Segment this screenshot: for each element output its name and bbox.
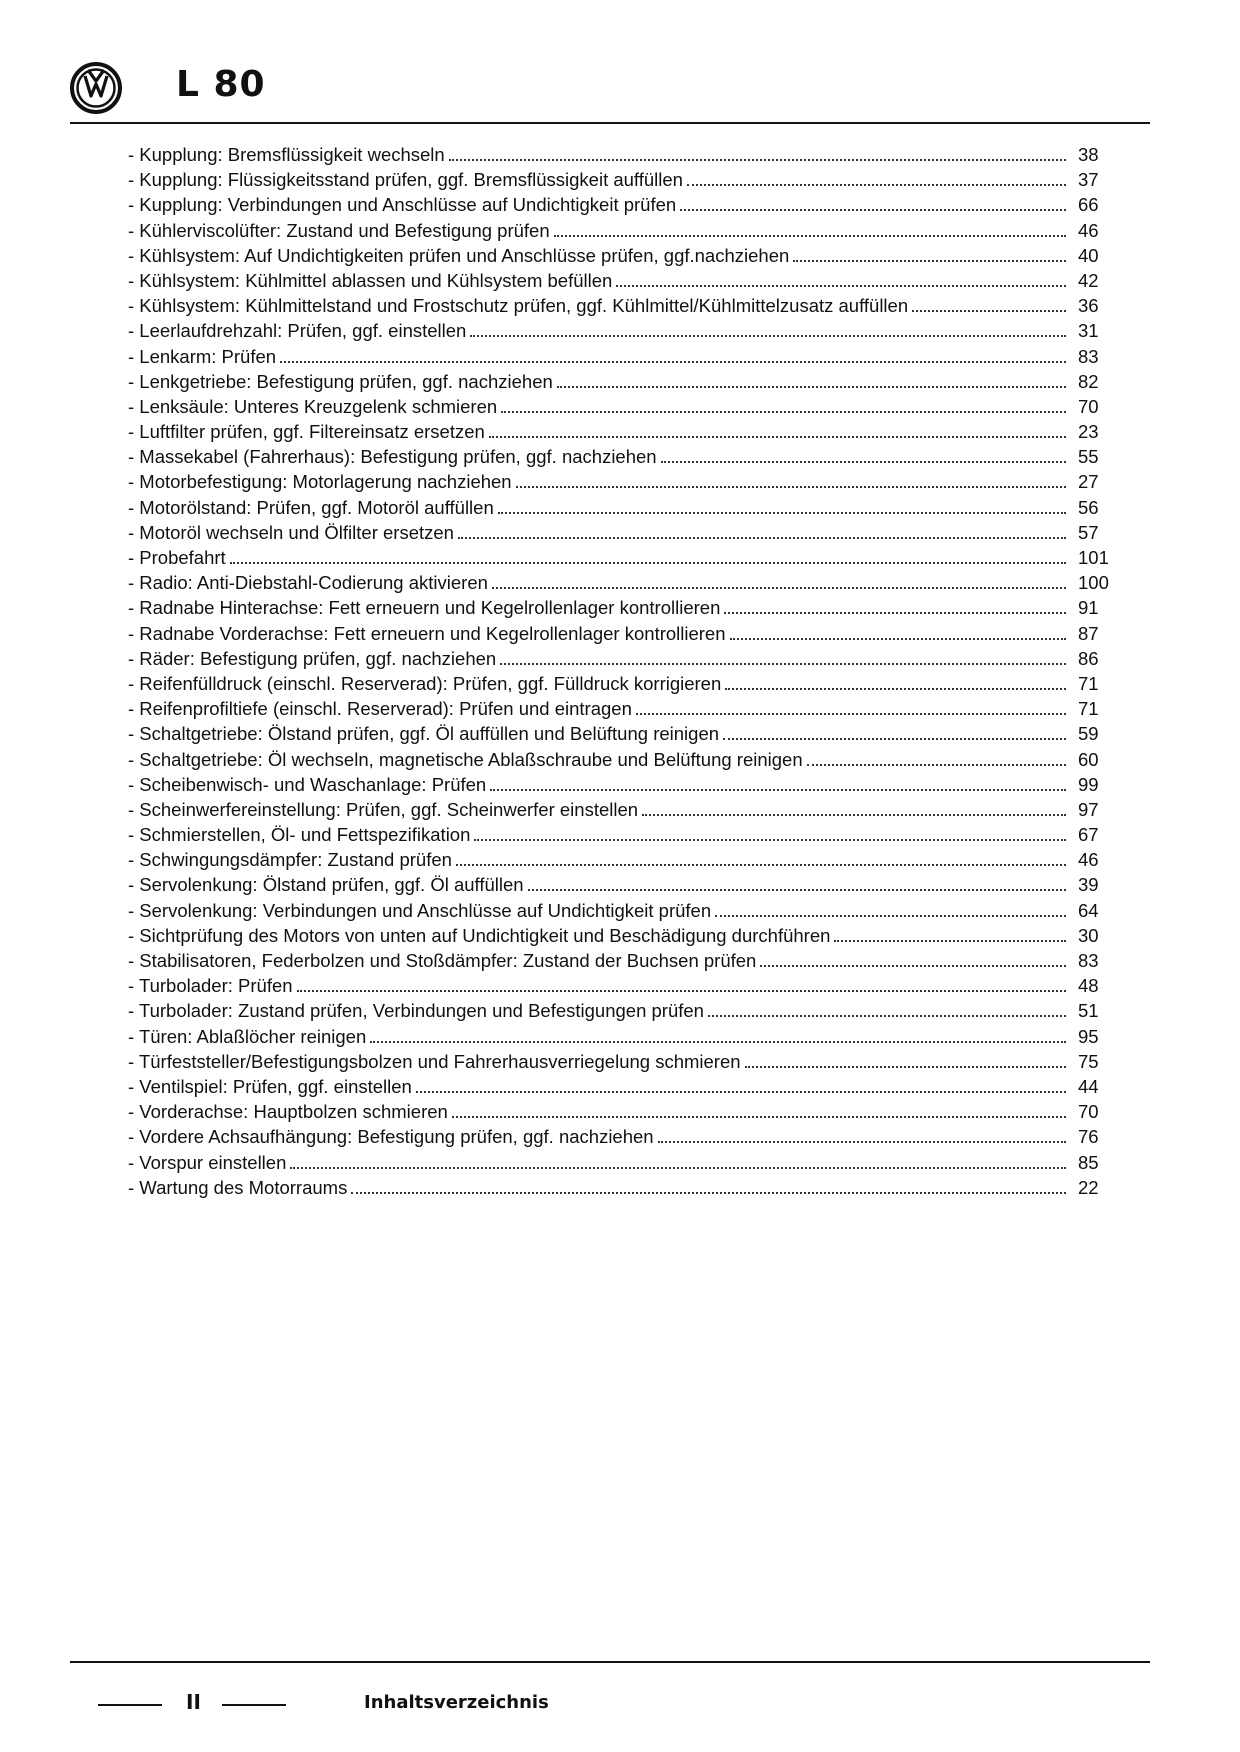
toc-entry-page: 76 bbox=[1078, 1126, 1099, 1148]
toc-dot-leader bbox=[680, 209, 1066, 211]
toc-entry bbox=[128, 998, 1128, 1023]
toc-dot-leader bbox=[636, 713, 1066, 715]
toc-entry bbox=[128, 192, 1128, 217]
toc-entry bbox=[128, 721, 1128, 746]
toc-dot-leader bbox=[500, 663, 1066, 665]
footer-divider bbox=[70, 1661, 1150, 1663]
toc-entry-page: 55 bbox=[1078, 446, 1099, 468]
toc-entry bbox=[128, 822, 1128, 847]
toc-dot-leader bbox=[501, 411, 1066, 413]
toc-entry-page: 40 bbox=[1078, 244, 1099, 266]
toc-entry bbox=[128, 142, 1128, 167]
toc-dot-leader bbox=[290, 1167, 1066, 1169]
toc-entry-title: - Wartung des Motorraums bbox=[128, 1176, 348, 1198]
toc-entry bbox=[128, 973, 1128, 998]
toc-entry-title: - Ventilspiel: Prüfen, ggf. einstellen bbox=[128, 1075, 412, 1097]
toc-entry-title: - Turbolader: Zustand prüfen, Verbindungen und Befestigungen prüfen bbox=[128, 1000, 704, 1022]
toc-entry-title: - Reifenfülldruck (einschl. Reserverad): Prüfen, ggf. Fülldruck korrigieren bbox=[128, 672, 722, 694]
vw-logo-icon bbox=[70, 62, 122, 114]
toc-dot-leader bbox=[458, 537, 1066, 539]
toc-dot-leader bbox=[528, 889, 1066, 891]
toc-entry bbox=[128, 898, 1128, 923]
toc-entry bbox=[128, 469, 1128, 494]
toc-dot-leader bbox=[416, 1091, 1066, 1093]
toc-entry-page: 60 bbox=[1078, 748, 1099, 770]
toc-entry bbox=[128, 394, 1128, 419]
toc-entry bbox=[128, 872, 1128, 897]
toc-dot-leader bbox=[642, 814, 1066, 816]
toc-dot-leader bbox=[557, 386, 1066, 388]
toc-entry-title: - Lenkarm: Prüfen bbox=[128, 345, 277, 367]
toc-entry-page: 82 bbox=[1078, 370, 1099, 392]
toc-entry-title: - Sichtprüfung des Motors von unten auf Undichtigkeit und Beschädigung durchführen bbox=[128, 924, 831, 946]
toc-dot-leader bbox=[492, 587, 1066, 589]
toc-entry bbox=[128, 243, 1128, 268]
toc-entry-title: - Stabilisatoren, Federbolzen und Stoßdämpfer: Zustand der Buchsen prüfen bbox=[128, 950, 757, 971]
toc-entry bbox=[128, 1099, 1128, 1124]
toc-entry-page: 23 bbox=[1078, 421, 1099, 443]
toc-entry-page: 48 bbox=[1078, 975, 1099, 997]
toc-entry bbox=[128, 1124, 1128, 1149]
toc-entry-page: 31 bbox=[1078, 320, 1099, 342]
page-footer bbox=[98, 1690, 798, 1720]
toc-entry bbox=[128, 545, 1128, 570]
toc-entry bbox=[128, 1049, 1128, 1074]
toc-entry-title: - Vorderachse: Hauptbolzen schmieren bbox=[128, 1101, 448, 1123]
toc-entry-title: - Kühlerviscolüfter: Zustand und Befestigung prüfen bbox=[128, 219, 550, 241]
toc-entry-page: 83 bbox=[1078, 950, 1099, 971]
toc-entry-page: 42 bbox=[1078, 269, 1099, 291]
toc-entry-title: - Kühlsystem: Auf Undichtigkeiten prüfen und Anschlüsse prüfen, ggf.nachziehen bbox=[128, 244, 790, 266]
toc-entry-page: 66 bbox=[1078, 194, 1099, 216]
toc-entry-page: 67 bbox=[1078, 824, 1099, 846]
toc-entry-page: 27 bbox=[1078, 471, 1099, 493]
toc-entry bbox=[128, 696, 1128, 721]
toc-dot-leader bbox=[498, 512, 1066, 514]
toc-entry-title: - Schmierstellen, Öl- und Fettspezifikation bbox=[128, 824, 471, 846]
toc-entry-title: - Scheibenwisch- und Waschanlage: Prüfen bbox=[128, 773, 487, 795]
toc-entry-page: 37 bbox=[1078, 169, 1099, 191]
toc-dot-leader bbox=[708, 1015, 1066, 1017]
toc-entry-title: - Probefahrt bbox=[128, 547, 226, 568]
toc-entry bbox=[128, 772, 1128, 797]
toc-entry bbox=[128, 167, 1128, 192]
toc-entry-page: 71 bbox=[1078, 672, 1099, 694]
footer-section-title: Inhaltsverzeichnis bbox=[364, 1692, 549, 1713]
toc-entry-page: 95 bbox=[1078, 1025, 1099, 1047]
toc-entry-title: - Lenksäule: Unteres Kreuzgelenk schmieren bbox=[128, 395, 498, 417]
toc-entry-page: 46 bbox=[1078, 849, 1099, 871]
toc-entry-page: 75 bbox=[1078, 1050, 1099, 1072]
toc-entry-page: 36 bbox=[1078, 295, 1099, 317]
toc-entry-page: 86 bbox=[1078, 647, 1099, 669]
toc-entry-title: - Türen: Ablaßlöcher reinigen bbox=[128, 1025, 367, 1047]
toc-entry-title: - Radnabe Vorderachse: Fett erneuern und Kegelrollenlager kontrollieren bbox=[128, 622, 726, 644]
toc-dot-leader bbox=[715, 915, 1066, 917]
toc-entry bbox=[128, 570, 1128, 595]
toc-dot-leader bbox=[723, 738, 1066, 740]
toc-entry-page: 97 bbox=[1078, 798, 1099, 820]
toc-entry-page: 30 bbox=[1078, 924, 1099, 946]
toc-dot-leader bbox=[452, 1116, 1066, 1118]
footer-dash-right bbox=[222, 1704, 286, 1706]
toc-entry bbox=[128, 419, 1128, 444]
toc-entry-title: - Räder: Befestigung prüfen, ggf. nachziehen bbox=[128, 647, 497, 669]
toc-entry-page: 91 bbox=[1078, 597, 1099, 619]
toc-dot-leader bbox=[661, 461, 1066, 463]
toc-entry bbox=[128, 444, 1128, 469]
toc-dot-leader bbox=[470, 335, 1066, 337]
toc-entry-page: 83 bbox=[1078, 345, 1099, 367]
toc-entry-title: - Lenkgetriebe: Befestigung prüfen, ggf. nachziehen bbox=[128, 370, 553, 392]
toc-entry-title: - Türfeststeller/Befestigungsbolzen und Fahrerhausverriegelung schmieren bbox=[128, 1050, 741, 1072]
footer-page-number: II bbox=[186, 1690, 201, 1714]
toc-dot-leader bbox=[370, 1041, 1066, 1043]
toc-entry-title: - Motorbefestigung: Motorlagerung nachziehen bbox=[128, 471, 512, 493]
toc-entry-page: 70 bbox=[1078, 1101, 1099, 1123]
footer-dash-left bbox=[98, 1704, 162, 1706]
toc-entry-title: - Schaltgetriebe: Öl wechseln, magnetische Ablaßschraube und Belüftung reinigen bbox=[128, 748, 803, 770]
toc-entry bbox=[128, 646, 1128, 671]
table-of-contents bbox=[128, 142, 1128, 1200]
toc-dot-leader bbox=[760, 965, 1066, 967]
toc-entry-title: - Servolenkung: Ölstand prüfen, ggf. Öl auffüllen bbox=[128, 874, 524, 896]
toc-entry bbox=[128, 318, 1128, 343]
toc-dot-leader bbox=[449, 159, 1066, 161]
toc-entry bbox=[128, 1150, 1128, 1175]
toc-entry-page: 56 bbox=[1078, 496, 1099, 518]
toc-dot-leader bbox=[730, 638, 1066, 640]
toc-entry-title: - Leerlaufdrehzahl: Prüfen, ggf. einstellen bbox=[128, 320, 467, 342]
toc-dot-leader bbox=[725, 688, 1066, 690]
toc-entry bbox=[128, 1024, 1128, 1049]
toc-dot-leader bbox=[745, 1066, 1066, 1068]
toc-entry-title: - Schwingungsdämpfer: Zustand prüfen bbox=[128, 849, 452, 871]
toc-dot-leader bbox=[912, 310, 1066, 312]
toc-dot-leader bbox=[834, 940, 1066, 942]
toc-entry-page: 44 bbox=[1078, 1075, 1099, 1097]
toc-entry-title: - Radio: Anti-Diebstahl-Codierung aktivieren bbox=[128, 572, 488, 594]
toc-entry-title: - Reifenprofiltiefe (einschl. Reserverad): Prüfen und eintragen bbox=[128, 698, 632, 720]
toc-entry-page: 51 bbox=[1078, 1000, 1099, 1022]
toc-entry bbox=[128, 923, 1128, 948]
toc-entry bbox=[128, 1175, 1128, 1200]
toc-entry-title: - Luftfilter prüfen, ggf. Filtereinsatz ersetzen bbox=[128, 421, 485, 443]
toc-entry bbox=[128, 344, 1128, 369]
header-divider bbox=[70, 122, 1150, 124]
toc-dot-leader bbox=[489, 436, 1066, 438]
toc-dot-leader bbox=[297, 990, 1066, 992]
toc-entry bbox=[128, 520, 1128, 545]
toc-entry-page: 59 bbox=[1078, 723, 1099, 745]
toc-entry-page: 100 bbox=[1078, 572, 1109, 594]
toc-entry-title: - Kupplung: Bremsflüssigkeit wechseln bbox=[128, 144, 445, 165]
toc-dot-leader bbox=[474, 839, 1066, 841]
toc-dot-leader bbox=[724, 612, 1066, 614]
toc-entry bbox=[128, 495, 1128, 520]
toc-entry-title: - Kühlsystem: Kühlmittelstand und Frostschutz prüfen, ggf. Kühlmittel/Kühlmittelzusatz auffüllen bbox=[128, 295, 909, 317]
toc-entry bbox=[128, 595, 1128, 620]
toc-entry-page: 101 bbox=[1078, 547, 1109, 568]
toc-entry bbox=[128, 621, 1128, 646]
toc-entry-page: 85 bbox=[1078, 1151, 1099, 1173]
toc-dot-leader bbox=[516, 486, 1066, 488]
toc-dot-leader bbox=[230, 562, 1066, 564]
toc-dot-leader bbox=[616, 285, 1066, 287]
toc-entry-page: 38 bbox=[1078, 144, 1099, 165]
toc-entry bbox=[128, 671, 1128, 696]
toc-entry-title: - Turbolader: Prüfen bbox=[128, 975, 293, 997]
toc-entry bbox=[128, 948, 1128, 973]
toc-entry bbox=[128, 369, 1128, 394]
toc-dot-leader bbox=[456, 864, 1066, 866]
toc-entry-page: 64 bbox=[1078, 899, 1099, 921]
toc-entry-page: 99 bbox=[1078, 773, 1099, 795]
toc-dot-leader bbox=[793, 260, 1066, 262]
toc-entry-title: - Radnabe Hinterachse: Fett erneuern und Kegelrollenlager kontrollieren bbox=[128, 597, 721, 619]
toc-entry bbox=[128, 268, 1128, 293]
toc-entry-title: - Motorölstand: Prüfen, ggf. Motoröl auffüllen bbox=[128, 496, 494, 518]
toc-entry-title: - Motoröl wechseln und Ölfilter ersetzen bbox=[128, 521, 454, 543]
toc-entry-title: - Kupplung: Verbindungen und Anschlüsse auf Undichtigkeit prüfen bbox=[128, 194, 677, 216]
toc-dot-leader bbox=[351, 1192, 1066, 1194]
toc-entry-title: - Vorspur einstellen bbox=[128, 1151, 287, 1173]
toc-entry bbox=[128, 747, 1128, 772]
toc-dot-leader bbox=[490, 789, 1066, 791]
toc-entry-page: 87 bbox=[1078, 622, 1099, 644]
toc-entry-title: - Servolenkung: Verbindungen und Anschlüsse auf Undichtigkeit prüfen bbox=[128, 899, 712, 921]
toc-entry bbox=[128, 293, 1128, 318]
toc-entry-page: 70 bbox=[1078, 395, 1099, 417]
page-header bbox=[70, 58, 1150, 120]
toc-entry-page: 39 bbox=[1078, 874, 1099, 896]
toc-dot-leader bbox=[554, 235, 1066, 237]
toc-entry-title: - Kühlsystem: Kühlmittel ablassen und Kühlsystem befüllen bbox=[128, 269, 613, 291]
toc-dot-leader bbox=[280, 361, 1066, 363]
toc-entry-title: - Kupplung: Flüssigkeitsstand prüfen, ggf. Bremsflüssigkeit auffüllen bbox=[128, 169, 683, 191]
toc-entry bbox=[128, 218, 1128, 243]
toc-entry-title: - Massekabel (Fahrerhaus): Befestigung prüfen, ggf. nachziehen bbox=[128, 446, 657, 468]
toc-entry-page: 71 bbox=[1078, 698, 1099, 720]
toc-entry bbox=[128, 847, 1128, 872]
toc-dot-leader bbox=[687, 184, 1066, 186]
toc-entry-page: 22 bbox=[1078, 1176, 1099, 1198]
toc-entry-title: - Schaltgetriebe: Ölstand prüfen, ggf. Öl auffüllen und Belüftung reinigen bbox=[128, 723, 720, 745]
toc-dot-leader bbox=[658, 1141, 1066, 1143]
toc-entry-title: - Scheinwerfereinstellung: Prüfen, ggf. Scheinwerfer einstellen bbox=[128, 798, 639, 820]
model-title: L 80 bbox=[176, 64, 266, 105]
toc-entry-title: - Vordere Achsaufhängung: Befestigung prüfen, ggf. nachziehen bbox=[128, 1126, 654, 1148]
toc-entry bbox=[128, 1074, 1128, 1099]
toc-entry bbox=[128, 797, 1128, 822]
toc-entry-page: 57 bbox=[1078, 521, 1099, 543]
toc-dot-leader bbox=[807, 764, 1066, 766]
toc-entry-page: 46 bbox=[1078, 219, 1099, 241]
